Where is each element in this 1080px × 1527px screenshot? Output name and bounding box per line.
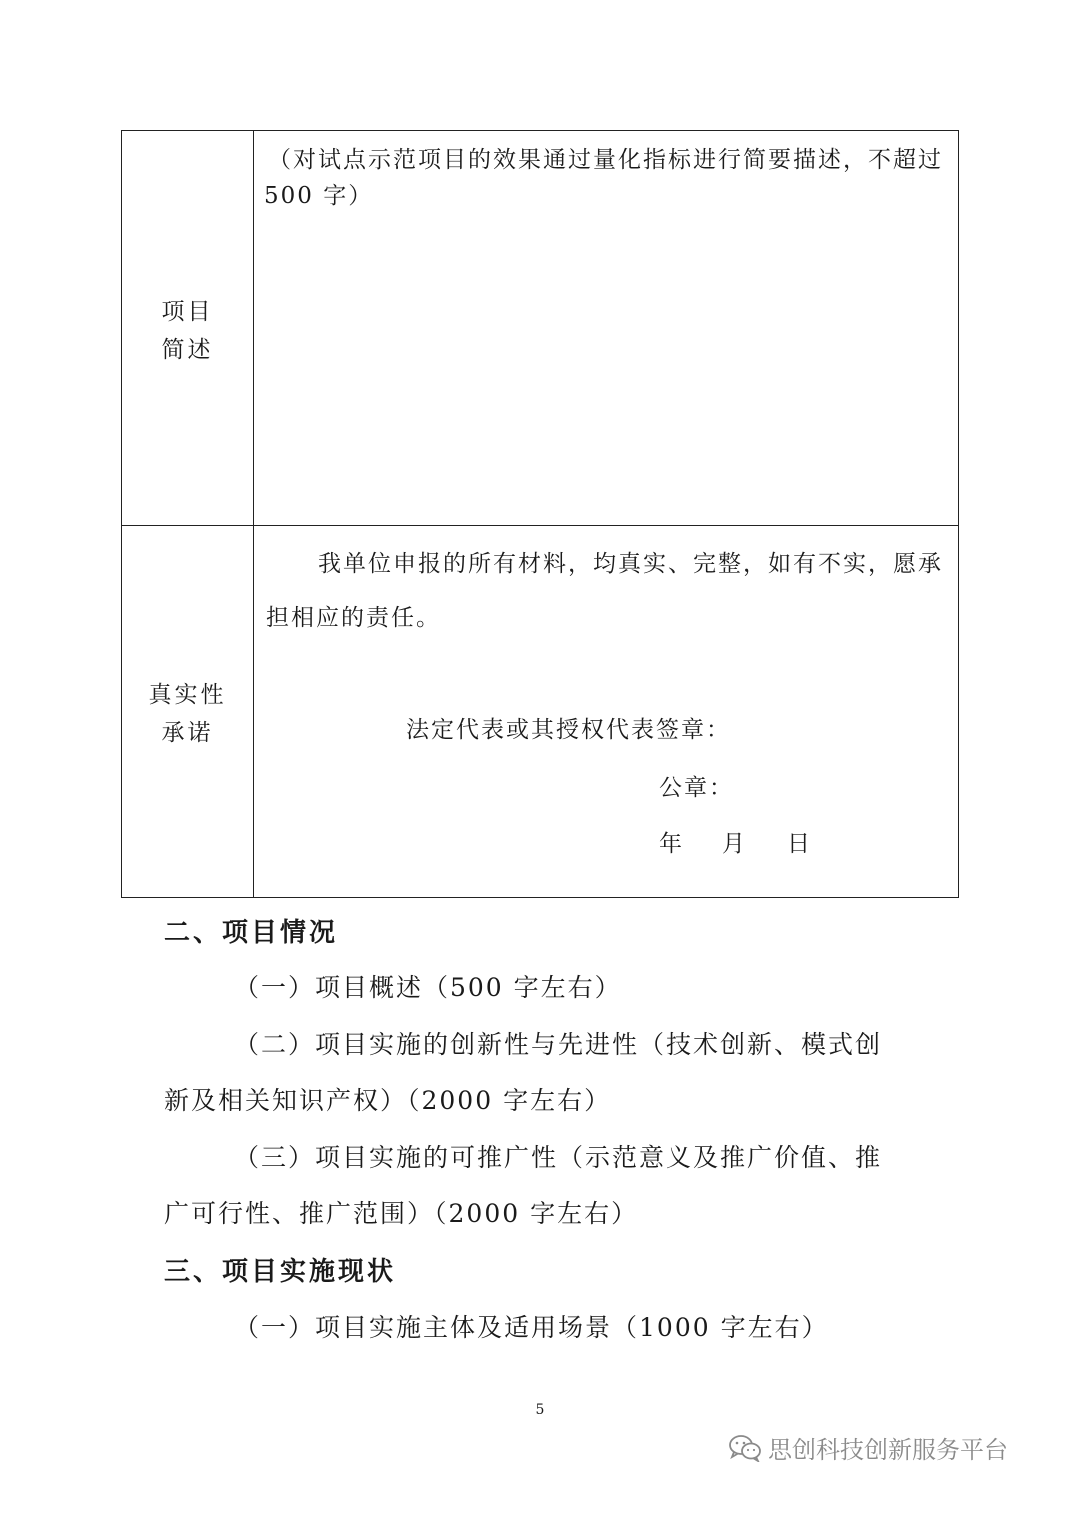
section2-item3-line1: （三）项目实施的可推广性（示范意义及推广价值、推 [234,1143,883,1172]
date-year: 年 [659,831,684,857]
section3-item1: （一）项目实施主体及适用场景（1000 字左右） [234,1313,829,1342]
project-summary-hint-line2: 500 字） [264,183,374,209]
project-summary-hint-line1: （对试点示范项目的效果通过量化指标进行简要描述，不超过 [268,147,943,173]
section2-item3-line2: 广可行性、推广范围）（2000 字左右） [164,1199,639,1228]
date-month: 月 [722,831,747,857]
table-column-divider [253,131,254,897]
watermark-text: 思创科技创新服务平台 [768,1436,1008,1464]
table-row-divider [122,525,958,526]
wechat-icon [728,1434,762,1462]
project-summary-label: 项目 简述 [161,299,214,363]
authenticity-pledge-label: 真实性 承诺 [148,682,227,746]
page-number: 5 [535,1402,545,1418]
section2-item1: （一）项目概述（500 字左右） [234,973,622,1002]
pledge-text-line2: 担相应的责任。 [266,605,441,631]
section2-item2-line1: （二）项目实施的创新性与先进性（技术创新、模式创 [234,1030,883,1059]
section3-heading: 三、项目实施现状 [164,1257,397,1287]
seal-label: 公章： [659,775,734,801]
form-table [121,130,959,898]
section2-item2-line2: 新及相关知识产权）（2000 字左右） [164,1086,612,1115]
watermark [728,1430,1008,1465]
section2-heading: 二、项目情况 [164,918,339,948]
pledge-text-line1: 我单位申报的所有材料，均真实、完整，如有不实，愿承 [318,551,943,577]
date-day: 日 [787,831,812,857]
signature-label: 法定代表或其授权代表签章： [406,717,731,743]
